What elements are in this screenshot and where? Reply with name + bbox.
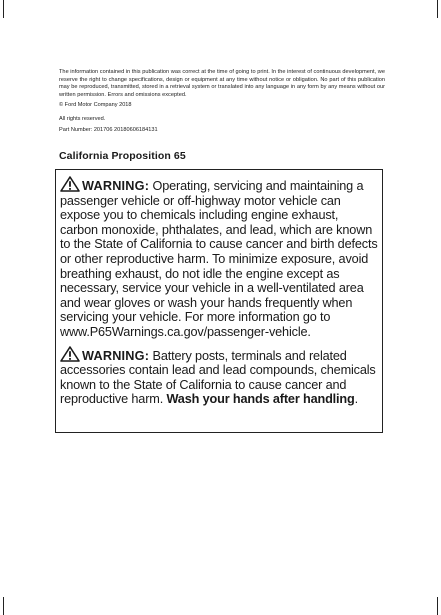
warning-end: . bbox=[354, 392, 359, 407]
warning-label: WARNING: bbox=[82, 179, 150, 193]
section-title: California Proposition 65 bbox=[59, 150, 186, 162]
crop-mark-top-right bbox=[437, 0, 438, 18]
warning-paragraph-2 bbox=[60, 346, 378, 407]
part-number: Part Number: 201706 20180606184131 bbox=[59, 126, 158, 133]
warning-triangle-icon bbox=[60, 176, 80, 192]
crop-mark-bottom-left bbox=[3, 597, 4, 615]
crop-mark-top-left bbox=[3, 0, 4, 18]
warning-label: WARNING: bbox=[82, 348, 150, 363]
copyright-text: © Ford Motor Company 2018 bbox=[59, 102, 132, 109]
warning-box bbox=[55, 169, 383, 433]
warning-paragraph-1 bbox=[60, 176, 378, 340]
warning-text: Operating, servicing and maintaining a passenger vehicle or off-highway motor vehicle can expose you to chemicals including engine exhaust, carbon monoxide, phthalates, and lead, which are known to the State of California to cause cancer and birth defects or other reproductive harm. To minimize exposure, avoid breathing exhaust, do not idle the engine except as necessary, service your vehicle in a well-ventilated area and wear gloves or wash your hands frequently when servicing your vehicle. For more information go to www.P65Warnings.ca.gov/passenger-vehicle. bbox=[60, 179, 378, 339]
warning-text: Battery posts, terminals and related accessories contain lead and lead compounds, chemicals known to the State of California to cause cancer and reproductive harm. bbox=[60, 348, 376, 407]
legal-notice bbox=[59, 69, 385, 134]
crop-mark-bottom-right bbox=[437, 597, 438, 615]
rights-text: All rights reserved. bbox=[59, 115, 106, 122]
warning-emphasis: Wash your hands after handling bbox=[166, 392, 355, 407]
warning-triangle-icon bbox=[60, 346, 80, 362]
disclaimer-text: The information contained in this publication was correct at the time of going to print. In the interest of continuous development, we reserve the right to change specifications, design or equipment at any time without notice or obligation. No part of this publication may be reproduced, transmitted, stored in a retrieval system or translated into any language in any form by any means without our written permission. Errors and omissions excepted. bbox=[59, 69, 385, 98]
